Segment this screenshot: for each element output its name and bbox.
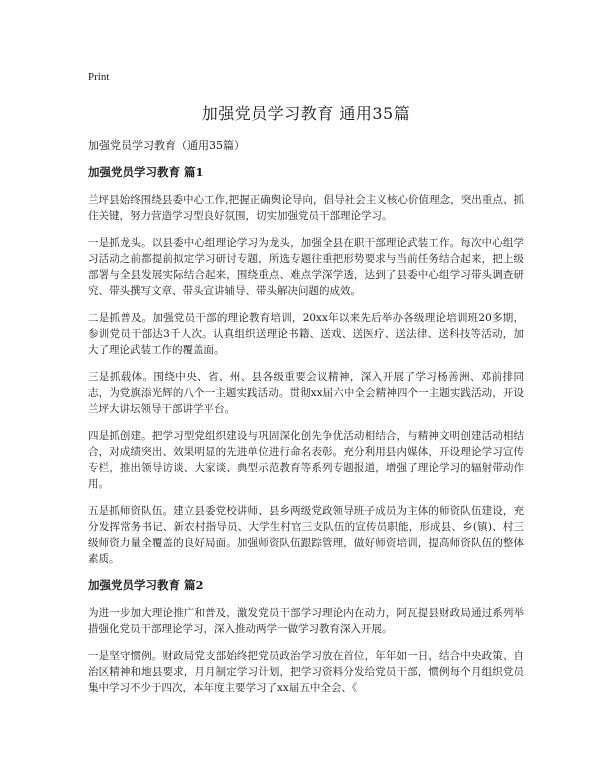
section-2 (88, 578, 524, 696)
print-link[interactable]: Print (88, 71, 110, 83)
section-heading: 加强党员学习教育 篇1 (88, 165, 204, 179)
paragraph: 三是抓载体。围绕中央、省、州、县各级重要会议精神，深入开展了学习杨善洲、邓前排同志，为党旗添光辉的八个一主题实践活动。贯彻xx届六中全会精神四个一主题实践活动，开设兰坪大讲坛领导干部讲学平台。 (88, 371, 524, 415)
paragraph: 五是抓师资队伍。建立县委党校讲师、县乡两级党政领导班子成员为主体的师资队伍建设，充分发挥常务书记、新农村指导员、大学生村官三支队伍的宣传员职能，形成县、乡(镇)、村三级师资力量全覆盖的良好局面。加强师资队伍跟踪管理，做好师资培训，提高师资队伍的整体素质。 (88, 505, 524, 565)
paragraph: 兰坪县始终围绕县委中心工作,把握正确舆论导向，倡导社会主义核心价值理念，突出重点、抓住关键，努力营造学习型良好氛围，切实加强党员干部理论学习。 (88, 194, 524, 222)
paragraph: 为进一步加大理论推广和普及，激发党员干部学习理论内在动力，阿瓦提县财政局通过系列举措强化党员干部理论学习，深入推动两学一做学习教育深入开展。 (88, 607, 524, 635)
document-title: 加强党员学习教育 通用35篇 (201, 104, 411, 123)
paragraph: 二是抓普及。加强党员干部的理论教育培训，20xx年以来先后举办各级理论培训班20多期，参训党员干部达3千人次。认真组织送理论书籍、送戏、送医疗、送法律、送科技等活动，加大了理论武装工作的覆盖面。 (88, 312, 524, 356)
section-1 (88, 165, 524, 567)
section-heading: 加强党员学习教育 篇2 (88, 578, 204, 592)
document-subtitle: 加强党员学习教育（通用35篇） (88, 139, 245, 152)
paragraph: 一是坚守惯例。财政局党支部始终把党员政治学习放在首位，年年如一日，结合中央政策、自治区精神和地县要求，月月制定学习计划，把学习资料分发给党员干部，惯例每个月组织党员集中学习不少于四次，本年度主要学习了xx届五中全会、《 (88, 650, 524, 694)
document-page (88, 70, 524, 707)
paragraph: 四是抓创建。把学习型党组织建设与巩固深化创先争优活动相结合，与精神文明创建活动相结合，对成绩突出、效果明显的先进单位进行命名表彰。充分利用县内媒体，开设理论学习宣传专栏，推出领导访谈、大家谈、典型示范教育等系列专题报道，增强了理论学习的辐射带动作用。 (88, 430, 524, 490)
paragraph: 一是抓龙头。以县委中心组理论学习为龙头，加强全县在职干部理论武装工作。每次中心组学习活动之前都提前拟定学习研讨专题，所选专题往重把形势要求与当前任务结合起来，把上级部署与全县发展实际结合起来，围绕重点、难点学深学透，达到了县委中心组学习带头调查研究、带头撰写文章、带头宣讲辅导、带头解决问题的成效。 (88, 237, 524, 297)
